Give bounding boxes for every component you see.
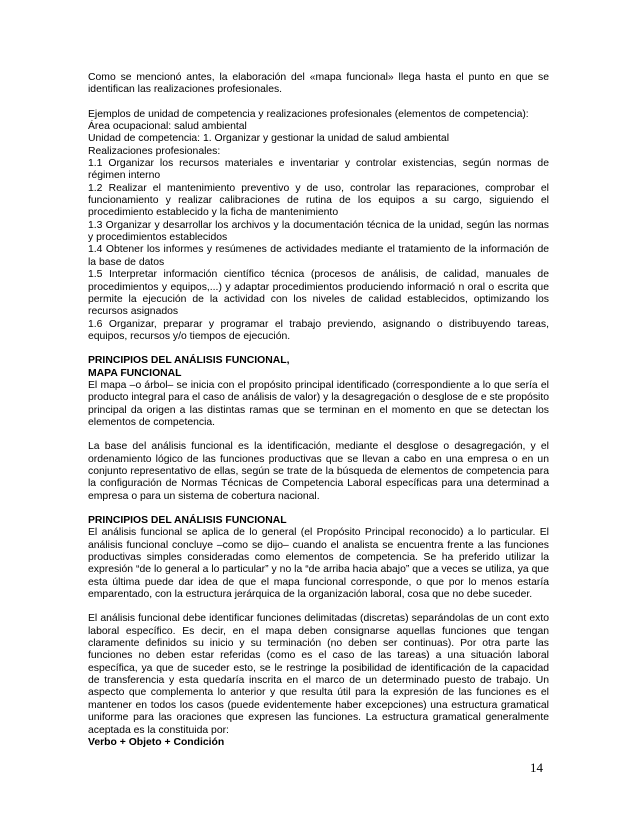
page-number: 14 (530, 760, 543, 775)
section-subheading: MAPA FUNCIONAL (88, 367, 182, 379)
intro-paragraph: Como se mencionó antes, la elaboración del «mapa funcional» llega hasta el punto en que se identifican las realizaciones profesionales. (88, 72, 549, 96)
realizations-label: Realizaciones profesionales: (88, 145, 221, 157)
competency-unit: Unidad de competencia: 1. Organizar y gestionar la unidad de salud ambiental (88, 133, 450, 145)
grammar-formula: Verbo + Objeto + Condición (88, 736, 225, 748)
section-heading: PRINCIPIOS DEL ANÁLISIS FUNCIONAL (88, 515, 287, 526)
body-paragraph: El análisis funcional se aplica de lo general (el Propósito Principal reconocido) a lo particular. El análisis funcional concluye –como se dijo– cuando el analista se encuentra frente a las funciones productivas simples consideradas como elementos de competencia. Se ha preferido utilizar la expresión “de lo general a lo particular” y no la “de arriba hacia abajo” que a veces se utiliza, ya que esta última puede dar idea de que el mapa funcional corresponde, o que por lo menos estaría emparentado, con la estructura jerárquica de la organización laboral, cosa que no debe suceder. (88, 527, 549, 601)
body-paragraph: La base del análisis funcional es la identificación, mediante el desglose o desagregación, y el ordenamiento lógico de las funciones productivas que se llevan a cabo en una empresa o en un conjunto representativo de ellas, según se trate de la búsqueda de elementos de competencia para la configuración de Normas Técnicas de Competencia Laboral específicas para una determinad a empresa o para un sistema de cobertura nacional. (88, 441, 549, 502)
examples-block (88, 109, 549, 344)
body-paragraph: El análisis funcional debe identificar funciones delimitadas (discretas) separándolas de un cont exto laboral específico. Es decir, en el mapa deben consignarse aquellas funciones que tengan claramente definidos su inicio y su terminación (no deben ser continuas). Por otra parte las funciones no deben estar referidas (como es el caso de las tareas) a una situación laboral específica, ya que de suceder esto, se le restringe la posibilidad de identificación de la capacidad de transferencia y esta quedaría inscrita en el marco de un determinado puesto de trabajo. Un aspecto que complementa lo anterior y que resulta útil para la expresión de las funciones es el mantener en todos los casos (puede evidentemente haber excepciones) una estructura gramatical uniforme para las oraciones que expresen las funciones. La estructura gramatical generalmente aceptada es la constituida por: (88, 613, 549, 736)
realization-item: 1.4 Obtener los informes y resúmenes de actividades mediante el tratamiento de la información de la base de datos (88, 244, 549, 268)
realization-item: 1.6 Organizar, preparar y programar el trabajo previendo, asignando o distribuyendo tareas, equipos, recursos y/o tiempos de ejecución. (88, 318, 549, 342)
section-heading: PRINCIPIOS DEL ANÁLISIS FUNCIONAL, (88, 355, 290, 367)
realization-item: 1.3 Organizar y desarrollar los archivos y la documentación técnica de la unidad, según las normas y procedimientos establecidos (88, 219, 549, 244)
occupational-area: Área ocupacional: salud ambiental (88, 121, 247, 133)
realization-item: 1.1 Organizar los recursos materiales e inventariar y controlar existencias, según normas de régimen interno (88, 158, 549, 182)
realization-item: 1.5 Interpretar información científico técnica (procesos de análisis, de calidad, manuales de procedimientos y equipos,...) y adaptar procedimientos produciendo informació n oral o escrita que permite la ejecución de la actividad con los niveles de calidad establecidos, optimizando los recursos asignados (88, 269, 549, 318)
realization-item: 1.2 Realizar el mantenimiento preventivo y de uso, controlar las reparaciones, comprobar el funcionamiento y realizar calibraciones de rutina de los equipos a su cargo, siguiendo el procedimiento establecido y la ficha de mantenimiento (88, 182, 549, 219)
document-page (88, 72, 549, 749)
examples-heading: Ejemplos de unidad de competencia y realizaciones profesionales (elementos de competencia): (88, 108, 529, 120)
body-paragraph: El mapa –o árbol– se inicia con el propósito principal identificado (correspondiente a lo que sería el producto integral para el caso de análisis de valor) y la desagregación o desglose de e ste propósito principal da origen a las distintas ramas que se terminan en el momento en que se detectan los elementos de competencia. (88, 379, 549, 428)
